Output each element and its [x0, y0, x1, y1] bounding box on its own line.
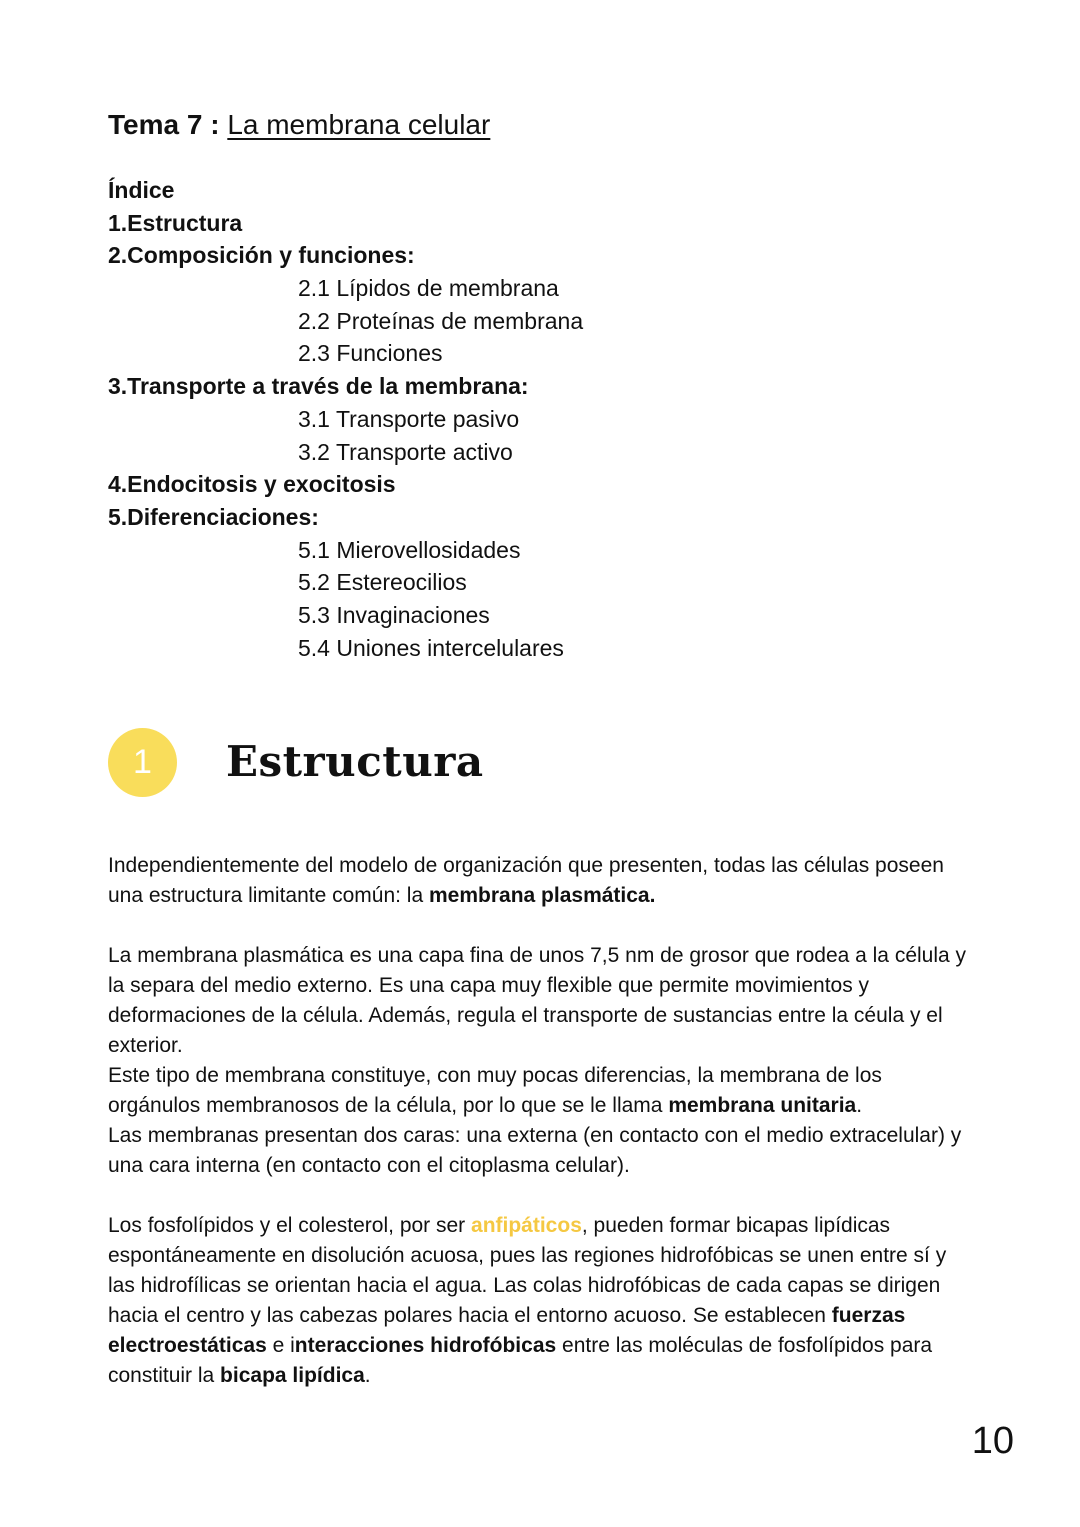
- toc-subitem: 3.2 Transporte activo: [298, 438, 513, 465]
- paragraph-text: Independientemente del modelo de organización que presenten, todas las células poseen una estructura limitante común: la: [108, 854, 944, 907]
- section-number-badge: 1: [108, 728, 177, 797]
- bold-term: fuerzas electroestáticas: [108, 1304, 906, 1357]
- toc-item: 4.Endocitosis y exocitosis: [108, 471, 396, 498]
- paragraph-text: .: [856, 1094, 863, 1117]
- title-subject: La membrana celular: [227, 109, 491, 140]
- toc-subitem: 5.4 Uniones intercelulares: [298, 634, 564, 661]
- bold-term: bicapa lipídica: [220, 1364, 365, 1387]
- paragraph-text: Este tipo de membrana constituye, con muy pocas diferencias, la membrana de los orgánulos membranosos de la célula, por lo que se le llama: [108, 1064, 882, 1117]
- section-title: Estructura: [226, 737, 484, 786]
- toc-item: 1.Estructura: [108, 209, 243, 236]
- toc-item: 3.Transporte a través de la membrana:: [108, 373, 529, 400]
- toc-item: 2.Composición y funciones:: [108, 242, 415, 269]
- paragraph-text: .: [364, 1364, 371, 1387]
- page-number: 10: [971, 1420, 1014, 1462]
- toc-subitem: 2.1 Lípidos de membrana: [298, 275, 559, 302]
- toc-subitem: 5.3 Invaginaciones: [298, 601, 490, 628]
- section-heading: [108, 728, 708, 798]
- paragraph-text: La membrana plasmática es una capa fina de unos 7,5 nm de grosor que rodea a la célula y la separa del medio externo. Es una capa muy flexible que permite movimientos y deformaciones de la célula. Además, regula el transporte de sustancias entre la céula y el exterior.: [108, 944, 967, 1057]
- paragraph-text: , pueden formar bicapas lipídicas espontáneamente en disolución acuosa, pues las regiones hidrofóbicas se unen entre sí y las hidrofílicas se orientan hacia el agua. Las colas hidrofóbicas de cada capas se dirigen hacia el centro y las cabezas polares hacia el entorno acuoso. Se establecen: [108, 1214, 947, 1327]
- highlighted-term: anfipáticos: [471, 1214, 582, 1237]
- paragraph-text: entre las moléculas de fosfolípidos para constituir la: [108, 1334, 933, 1387]
- paragraph-text: Las membranas presentan dos caras: una externa (en contacto con el medio extracelular) y una cara interna (en contacto con el citoplasma celular).: [108, 1124, 962, 1177]
- bold-term: nteracciones hidrofóbicas: [294, 1334, 557, 1357]
- toc-subitem: 5.2 Estereocilios: [298, 569, 467, 596]
- paragraph-intro: [108, 851, 968, 911]
- toc-subitem: 2.2 Proteínas de membrana: [298, 307, 584, 334]
- table-of-contents: [108, 174, 583, 664]
- paragraph-text: e i: [266, 1334, 295, 1357]
- page-title: [108, 106, 490, 144]
- bold-term: membrana unitaria: [668, 1094, 857, 1117]
- bold-term: membrana plasmática.: [429, 884, 656, 907]
- paragraph-text: Los fosfolípidos y el colesterol, por ser: [108, 1214, 472, 1237]
- toc-subitem: 2.3 Funciones: [298, 340, 443, 367]
- paragraph-membrane: [108, 941, 968, 1181]
- toc-heading: Índice: [108, 177, 175, 203]
- toc-subitem: 5.1 Mierovellosidades: [298, 536, 521, 563]
- toc-subitem: 3.1 Transporte pasivo: [298, 405, 520, 432]
- title-label: Tema 7 :: [108, 109, 220, 140]
- toc-item: 5.Diferenciaciones:: [108, 503, 319, 530]
- paragraph-lipids: [108, 1211, 968, 1391]
